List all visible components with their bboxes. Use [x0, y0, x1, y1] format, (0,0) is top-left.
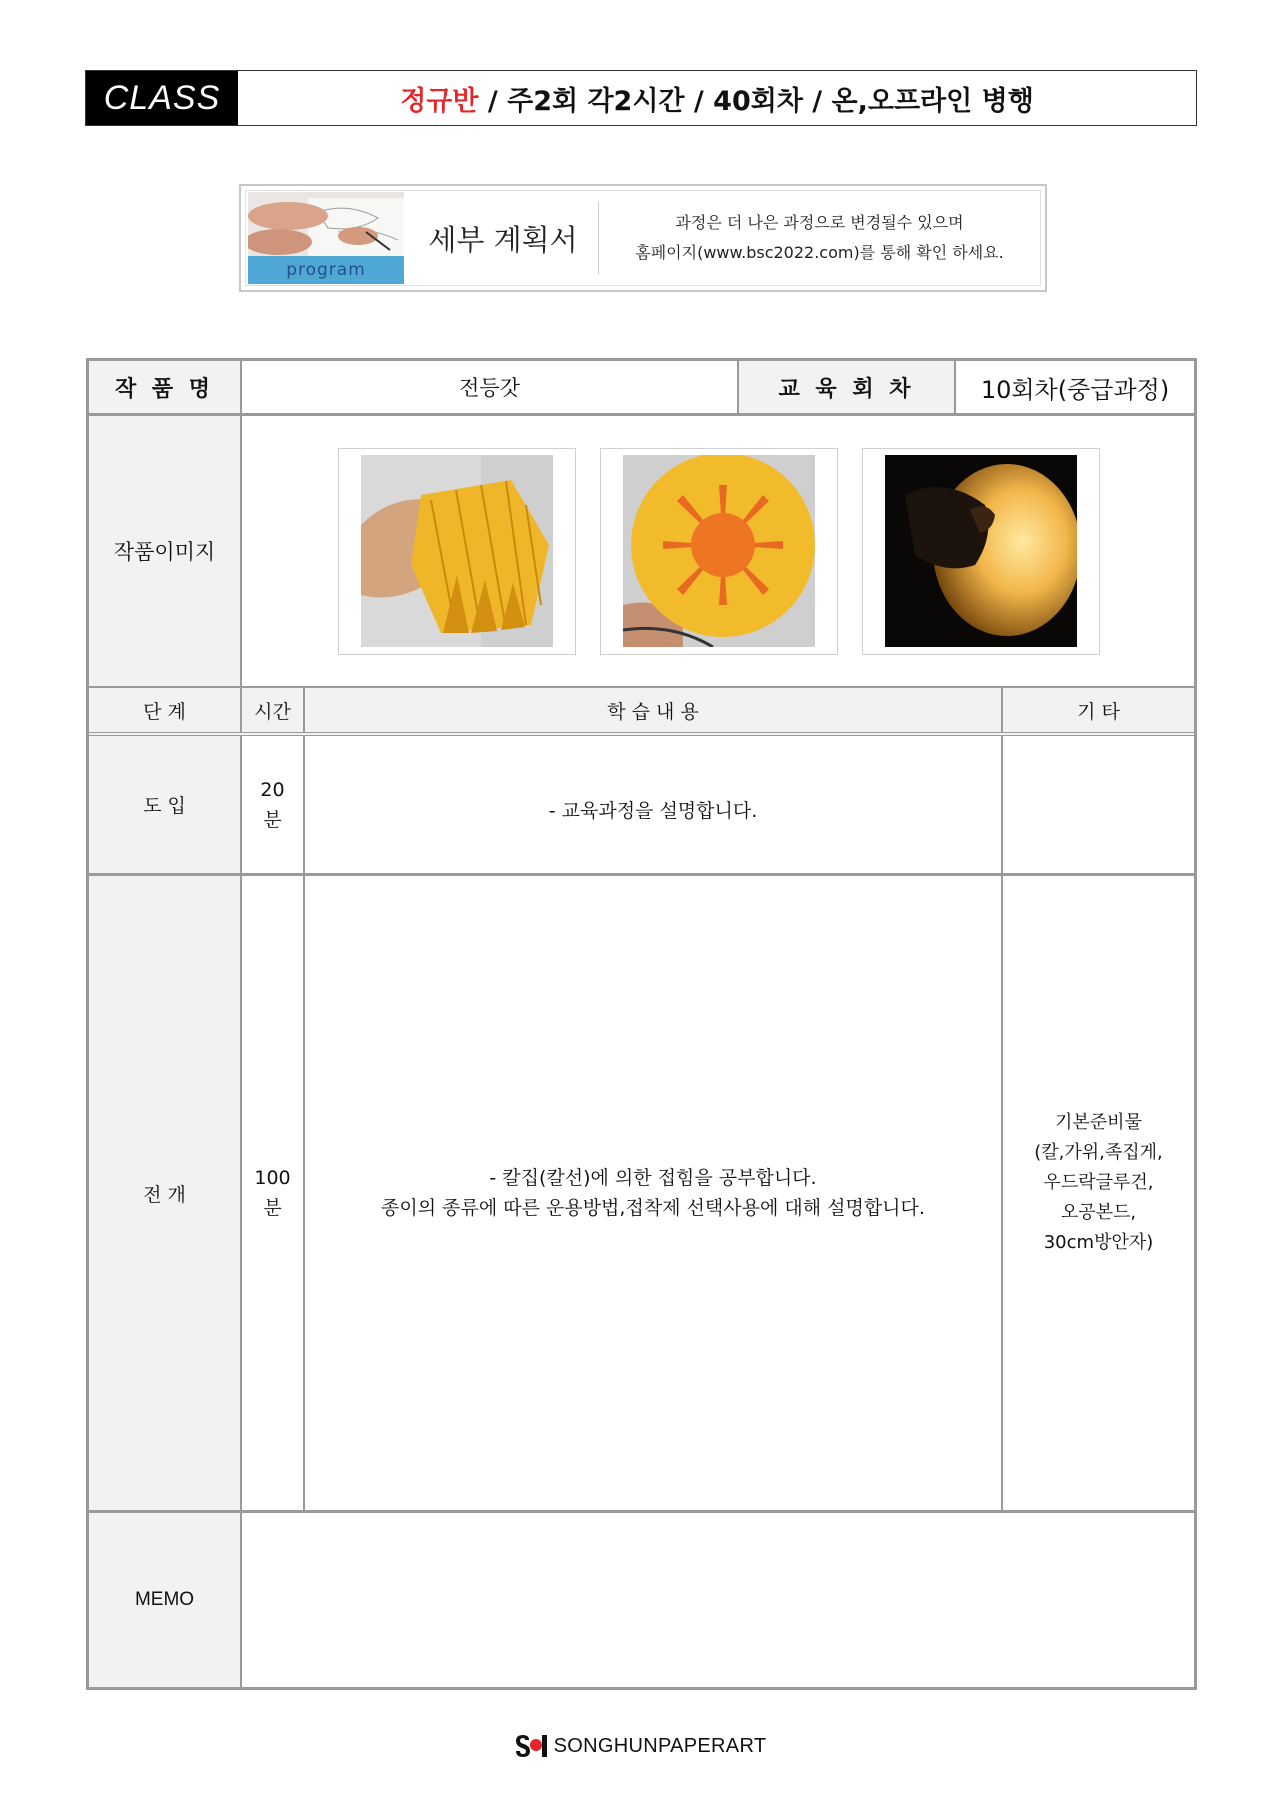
time-cell [242, 736, 305, 873]
work-image-row [89, 416, 1194, 688]
work-name-label: 작 품 명 [89, 361, 242, 413]
plan-table [86, 358, 1197, 1690]
table-row [89, 876, 1194, 1513]
time-value: 20 [260, 778, 285, 801]
banner-note [599, 208, 1040, 268]
content-line: - 교육과정을 설명합니다. [548, 799, 758, 822]
lit-lampshade-photo [885, 455, 1077, 647]
etc-cell [1003, 736, 1194, 873]
banner-title: 세부 계획서 [428, 222, 578, 257]
content-line: 종이의 종류에 따른 운용방법,접착제 선택사용에 대해 설명합니다. [381, 1197, 925, 1219]
etc-cell [1003, 876, 1194, 1510]
time-cell [242, 876, 305, 1510]
hands-drawing-image [248, 192, 404, 256]
songhun-logo-icon [514, 1733, 548, 1759]
banner-photo [248, 192, 404, 284]
stage-cell: 도 입 [89, 736, 242, 873]
work-name-value: 전등갓 [242, 361, 739, 413]
class-info [238, 71, 1196, 125]
table-row [89, 736, 1194, 876]
class-header [85, 70, 1197, 126]
content-line: - 칼집(칼선)에 의한 접힘을 공부합니다. [489, 1167, 817, 1189]
class-label: CLASS [86, 71, 238, 125]
banner-note-line1: 과정은 더 나은 과정으로 변경될수 있으며 [675, 213, 964, 232]
class-type-highlight: 정규반 [400, 85, 479, 117]
etc-line: 오공본드, [1060, 1202, 1137, 1223]
program-banner [239, 184, 1047, 292]
folded-lampshade-top-photo [623, 455, 815, 647]
banner-note-line2: 홈페이지(www.bsc2022.com)를 통해 확인 하세요. [635, 243, 1004, 262]
photo-frame [338, 448, 576, 655]
memo-body[interactable] [242, 1513, 1194, 1687]
col-time-header: 시간 [242, 688, 305, 732]
etc-line: (칼,가위,족집게, [1034, 1142, 1163, 1163]
footer-brand: SONGHUNPAPERART [553, 1734, 767, 1757]
column-header-row [89, 688, 1194, 736]
photo-frame [862, 448, 1100, 655]
etc-line: 기본준비물 [1055, 1112, 1142, 1133]
session-value: 10회차(중급과정) [980, 375, 1170, 404]
time-value: 100 [254, 1167, 291, 1189]
footer [0, 1733, 1280, 1759]
time-unit: 분 [263, 808, 282, 831]
work-image-label: 작품이미지 [89, 416, 242, 686]
content-cell [305, 736, 1003, 873]
stage-cell: 전 개 [89, 876, 242, 1510]
memo-row [89, 1513, 1194, 1687]
time-unit: 분 [263, 1197, 282, 1219]
work-info-row [89, 361, 1194, 416]
etc-line: 30cm방안자) [1043, 1232, 1154, 1253]
photo-frame [600, 448, 838, 655]
work-image-gallery [242, 416, 1194, 686]
col-content-header: 학 습 내 용 [305, 688, 1003, 732]
content-cell [305, 876, 1003, 1510]
class-schedule: / 주2회 각2시간 / 40회차 / 온,오프라인 병행 [478, 85, 1034, 117]
folded-lampshade-side-photo [361, 455, 553, 647]
memo-label: MEMO [89, 1513, 242, 1687]
program-tag: program [248, 256, 404, 284]
col-etc-header: 기 타 [1077, 700, 1120, 723]
etc-line: 우드락글루건, [1043, 1172, 1154, 1193]
session-label: 교 육 회 차 [739, 361, 956, 413]
col-stage-header: 단 계 [89, 688, 242, 732]
